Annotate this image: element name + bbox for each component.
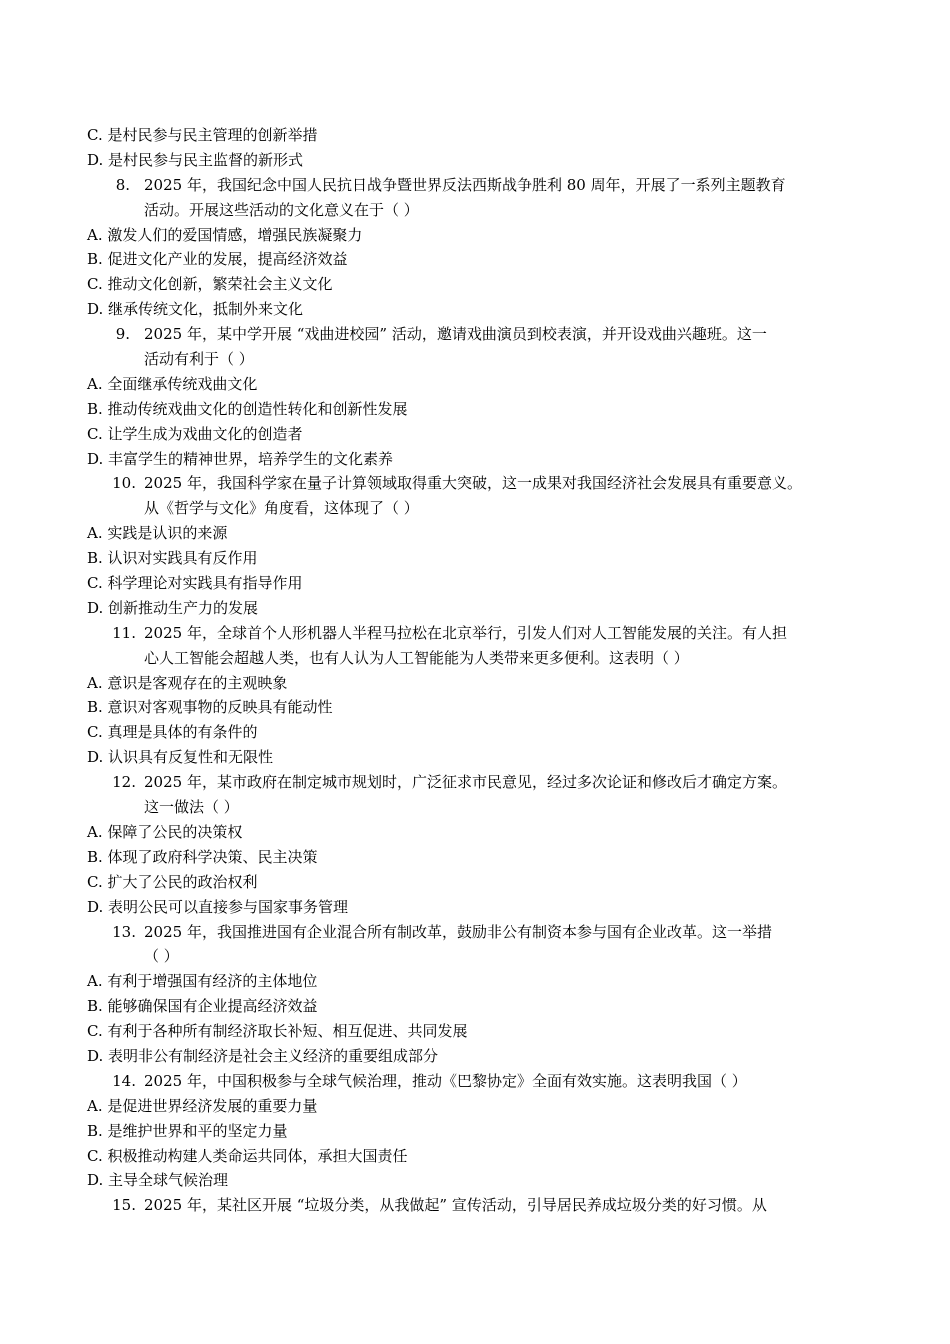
option-d: D. 丰富学生的精神世界，培养学生的文化素养 [87,449,394,468]
option-line: C. 是村民参与民主管理的创新举措 [87,126,318,144]
question-stem: 2025 年，某市政府在制定城市规划时，广泛征求市民意见，经过多次论证和修改后才确定方案。 [144,773,787,792]
question-stem: 2025 年，我国推进国有企业混合所有制改革，鼓励非公有制资本参与国有企业改革。这一举措 [144,922,772,941]
question-stem: 活动。开展这些活动的文化意义在于（ ） [144,200,419,219]
question-number: 12. [112,773,136,792]
question-stem: 活动有利于（ ） [144,350,254,369]
option-b: B. 认识对实践具有反作用 [87,549,258,568]
option-a: A. 全面继承传统戏曲文化 [87,374,258,393]
question-15 [0,1193,950,1218]
question-12 [0,770,950,820]
option-a: A. 激发人们的爱国情感，增强民族凝聚力 [87,225,363,244]
option-b: B. 是维护世界和平的坚定力量 [87,1121,288,1140]
option-d: D. 创新推动生产力的发展 [87,598,259,617]
question-number: 11. [112,623,136,642]
question-stem: 从《哲学与文化》角度看，这体现了（ ） [144,499,419,518]
option-a: A. 意识是客观存在的主观映象 [87,673,288,692]
option-b: B. 体现了政府科学决策、民主决策 [87,847,318,866]
question-13 [0,920,950,970]
option-c: C. 推动文化创新，繁荣社会主义文化 [87,275,333,294]
option-d: D. 主导全球气候治理 [87,1171,229,1190]
option-d: D. 表明非公有制经济是社会主义经济的重要组成部分 [87,1046,439,1065]
option-d: D. 继承传统文化，抵制外来文化 [87,300,304,319]
question-stem: 2025 年，我国纪念中国人民抗日战争暨世界反法西斯战争胜利 80 周年，开展了一系列主题教育 [144,175,786,194]
question-8 [0,173,950,223]
option-b: B. 促进文化产业的发展，提高经济效益 [87,250,348,269]
option-d: D. 表明公民可以直接参与国家事务管理 [87,897,349,916]
option-c: C. 让学生成为戏曲文化的创造者 [87,424,303,443]
option-line: D. 是村民参与民主监督的新形式 [87,150,304,169]
question-stem: 心人工智能会超越人类，也有人认为人工智能能为人类带来更多便利。这表明（ ） [144,648,689,667]
option-a: A. 有利于增强国有经济的主体地位 [87,972,318,991]
option-c: C. 积极推动构建人类命运共同体，承担大国责任 [87,1146,408,1165]
question-stem: 2025 年，我国科学家在量子计算领域取得重大突破，这一成果对我国经济社会发展具有重要意义。 [144,474,802,493]
option-a: A. 实践是认识的来源 [87,524,228,543]
document-body [0,123,950,1218]
question-stem: 2025 年，某社区开展 “垃圾分类，从我做起” 宣传活动，引导居民养成垃圾分类的好习惯。从 [144,1196,767,1215]
option-c: C. 有利于各种所有制经济取长补短、相互促进、共同发展 [87,1022,468,1041]
option-b: B. 意识对客观事物的反映具有能动性 [87,698,333,717]
option-c: C. 扩大了公民的政治权利 [87,872,258,891]
question-number: 10. [112,474,136,493]
option-b: B. 能够确保国有企业提高经济效益 [87,997,318,1016]
question-9 [0,322,950,372]
question-stem: 2025 年，某中学开展 “戏曲进校园” 活动，邀请戏曲演员到校表演，并开设戏曲兴趣班。这一 [144,325,767,344]
question-stem: 2025 年，全球首个人形机器人半程马拉松在北京举行，引发人们对人工智能发展的关注。有人担 [144,623,787,642]
question-number: 8. [115,175,130,194]
question-number: 9. [115,325,130,344]
option-a: A. 保障了公民的决策权 [87,822,243,841]
question-14 [0,1069,950,1094]
option-a: A. 是促进世界经济发展的重要力量 [87,1096,318,1115]
option-b: B. 推动传统戏曲文化的创造性转化和创新性发展 [87,399,408,418]
question-number: 15. [112,1196,136,1215]
option-c: C. 真理是具体的有条件的 [87,723,258,742]
question-stem: 这一做法（ ） [144,798,239,817]
question-11 [0,621,950,671]
question-number: 13. [112,922,136,941]
question-stem: （ ） [144,947,179,966]
question-stem: 2025 年，中国积极参与全球气候治理，推动《巴黎协定》全面有效实施。这表明我国（ ） [144,1071,747,1090]
question-number: 14. [112,1071,136,1090]
option-c: C. 科学理论对实践具有指导作用 [87,574,303,593]
option-d: D. 认识具有反复性和无限性 [87,748,274,767]
question-10 [0,471,950,521]
